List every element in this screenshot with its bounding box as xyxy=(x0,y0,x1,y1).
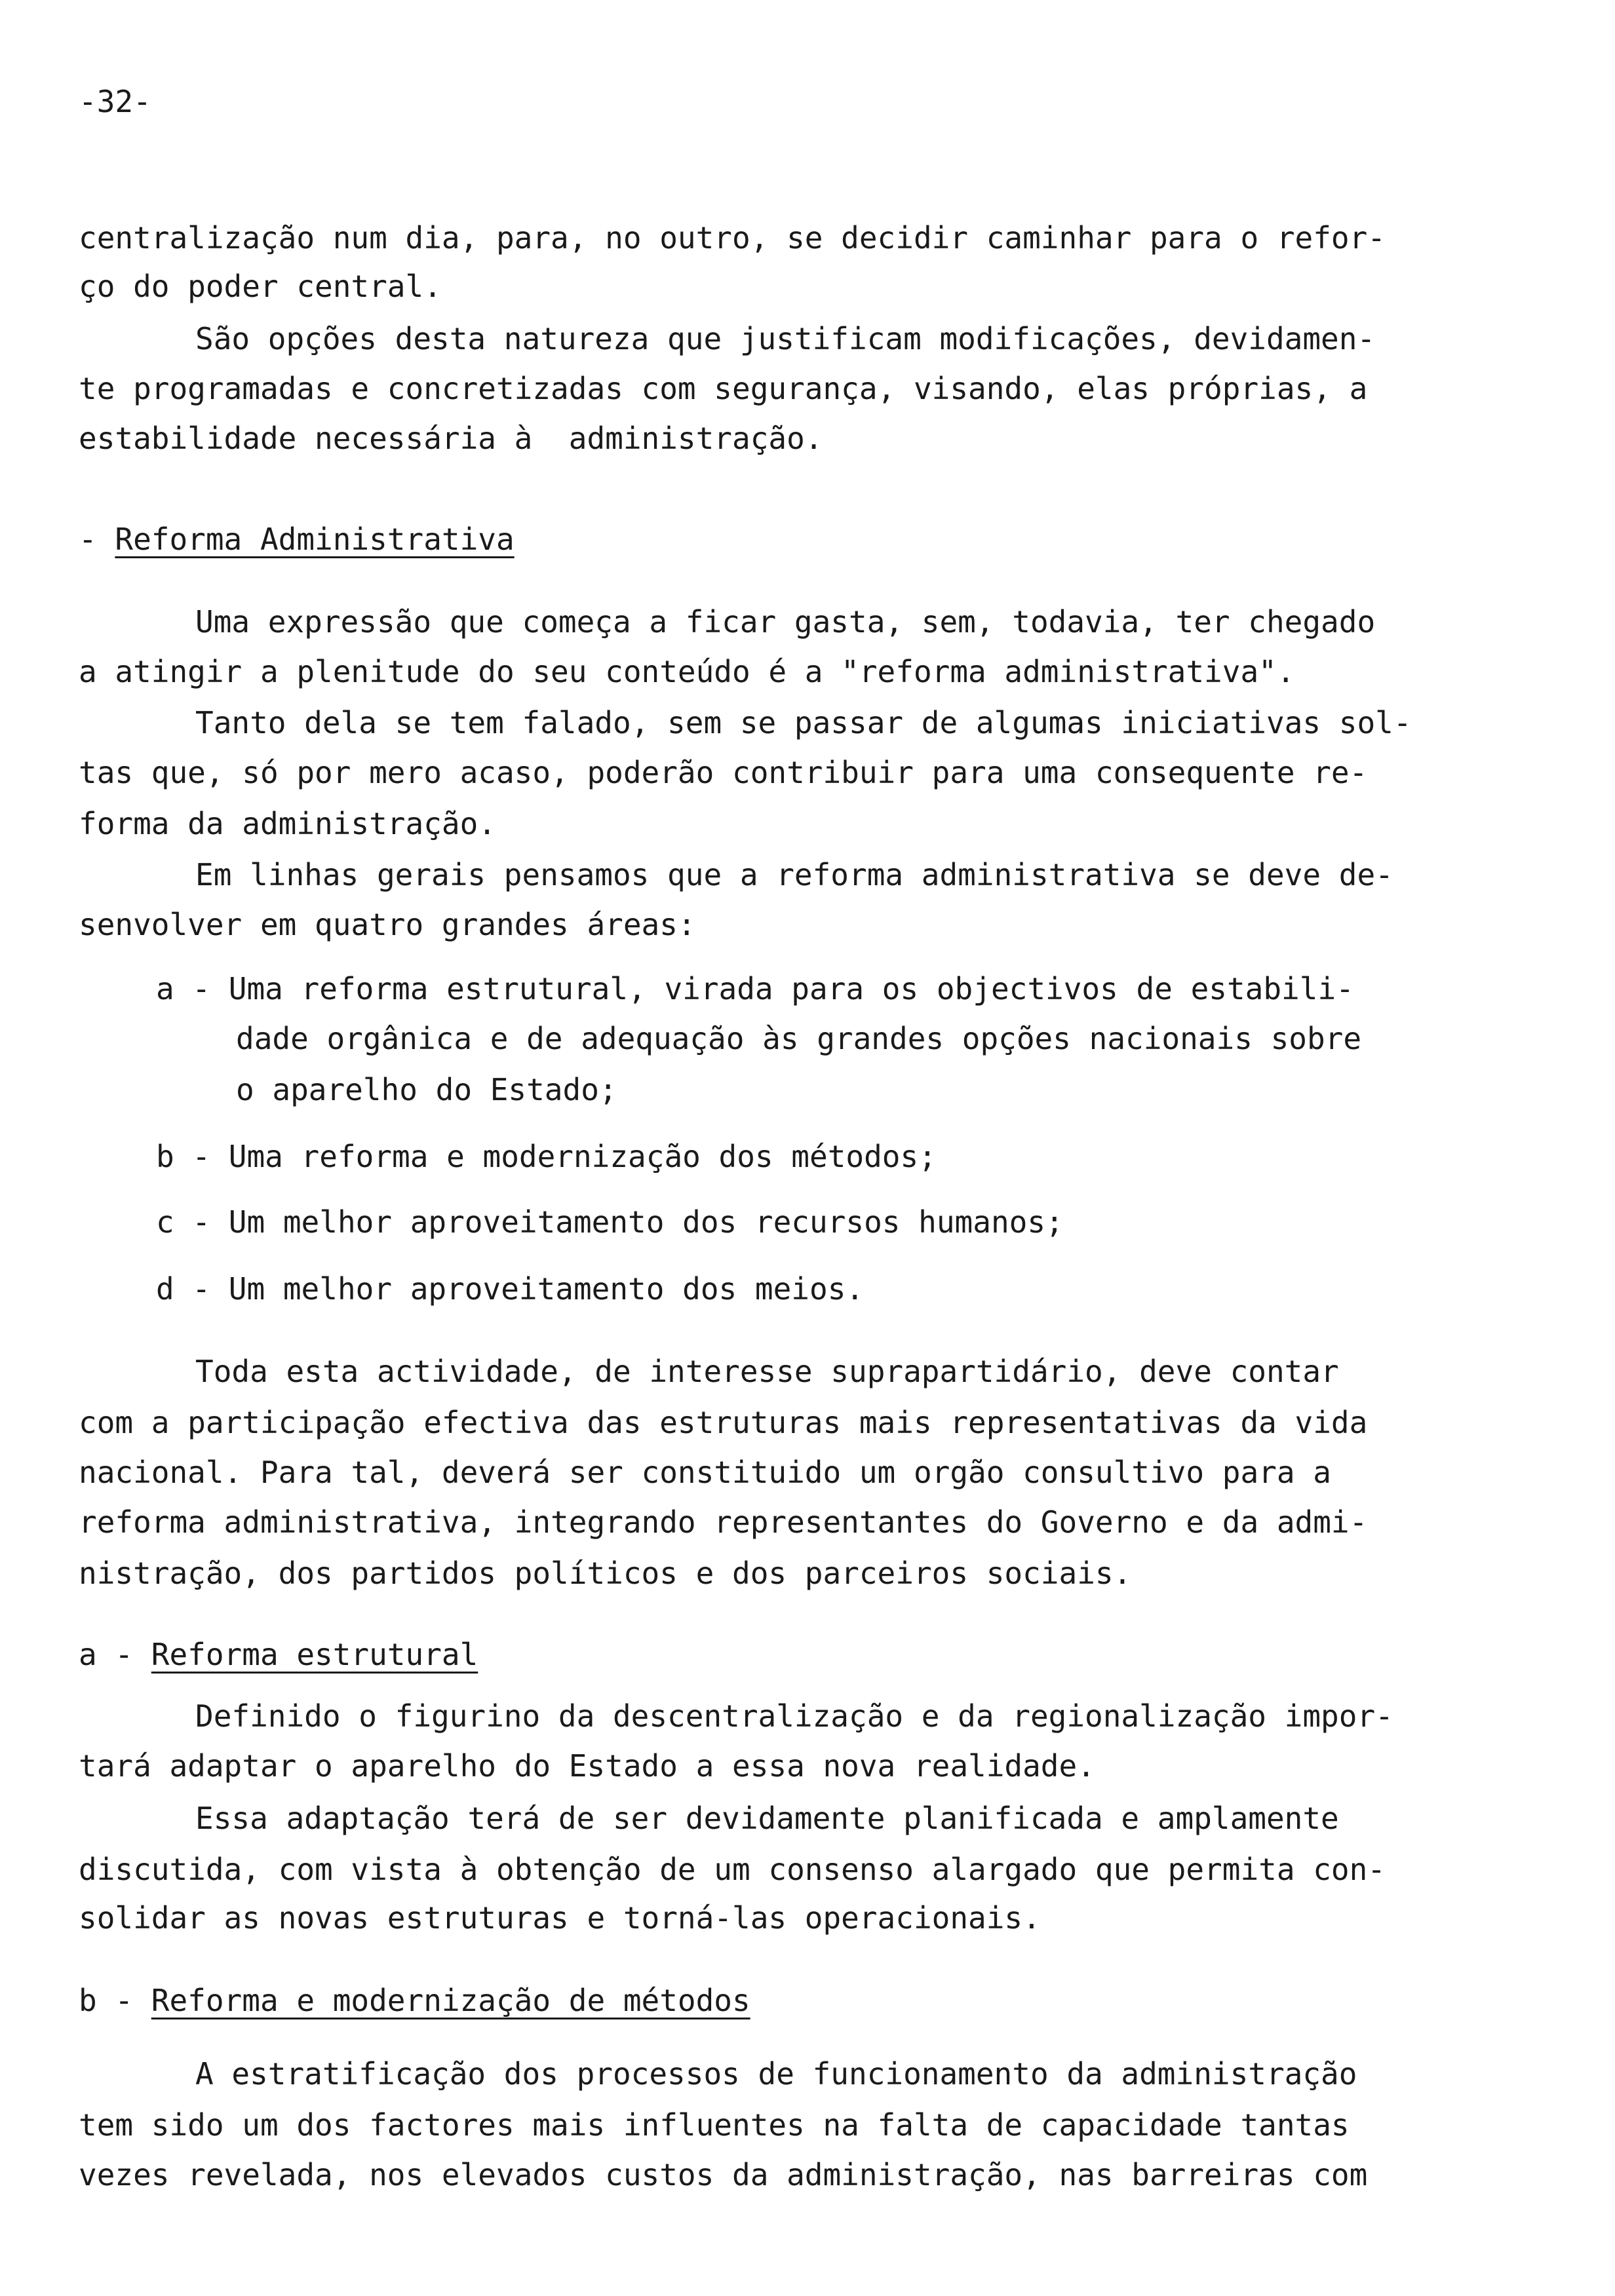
text-line: estabilidade necessária à administração. xyxy=(79,421,823,456)
text-line: Essa adaptação terá de ser devidamente planificada e amplamente xyxy=(195,1801,1339,1836)
text-line: reforma administrativa, integrando representantes do Governo e da admi- xyxy=(79,1504,1368,1540)
text-line: A estratificação dos processos de funcionamento da administração xyxy=(195,2056,1357,2092)
text-line: te programadas e concretizadas com segurança, visando, elas próprias, a xyxy=(79,371,1368,406)
list-item-c: c - Um melhor aproveitamento dos recursos humanos; xyxy=(156,1204,1064,1240)
text-line: Tanto dela se tem falado, sem se passar de algumas iniciativas sol- xyxy=(195,705,1412,740)
heading-prefix: b - xyxy=(79,1983,151,2018)
text-line: vezes revelada, nos elevados custos da administração, nas barreiras com xyxy=(79,2157,1368,2192)
list-item-d: d - Um melhor aproveitamento dos meios. xyxy=(156,1271,865,1307)
section-heading-reforma-administrativa xyxy=(79,522,515,557)
text-line: nistração, dos partidos políticos e dos parceiros sociais. xyxy=(79,1556,1132,1591)
heading-title: Reforma Administrativa xyxy=(115,522,515,557)
text-line: São opções desta natureza que justificam modificações, devidamen- xyxy=(195,321,1376,356)
text-line: senvolver em quatro grandes áreas: xyxy=(79,907,696,942)
text-line: forma da administração. xyxy=(79,806,496,841)
text-line: com a participação efectiva das estruturas mais representativas da vida xyxy=(79,1405,1368,1440)
list-item-b: b - Uma reforma e modernização dos métodos; xyxy=(156,1139,937,1174)
list-item-a-cont: o aparelho do Estado; xyxy=(236,1072,617,1107)
text-line: tas que, só por mero acaso, poderão contribuir para uma consequente re- xyxy=(79,755,1368,790)
page-number: -32- xyxy=(79,84,151,119)
text-line: nacional. Para tal, deverá ser constituido um orgão consultivo para a xyxy=(79,1455,1331,1490)
list-item-a: a - Uma reforma estrutural, virada para os objectivos de estabili- xyxy=(156,971,1354,1006)
text-line: tará adaptar o aparelho do Estado a essa nova realidade. xyxy=(79,1748,1095,1784)
text-line: Em linhas gerais pensamos que a reforma administrativa se deve de- xyxy=(195,857,1393,892)
text-line: discutida, com vista à obtenção de um consenso alargado que permita con- xyxy=(79,1852,1386,1887)
section-heading-reforma-metodos xyxy=(79,1985,750,2016)
heading-dash: - xyxy=(79,522,115,557)
text-line: Definido o figurino da descentralização e da regionalização impor- xyxy=(195,1698,1393,1734)
text-line: centralização num dia, para, no outro, se decidir caminhar para o refor- xyxy=(79,220,1386,256)
heading-title: Reforma e modernização de métodos xyxy=(151,1983,750,2018)
heading-prefix: a - xyxy=(79,1637,151,1672)
list-item-a-cont: dade orgânica e de adequação às grandes opções nacionais sobre xyxy=(236,1021,1362,1056)
section-heading-reforma-estrutural xyxy=(79,1639,478,1670)
text-line: Toda esta actividade, de interesse suprapartidário, deve contar xyxy=(195,1354,1339,1389)
text-line: a atingir a plenitude do seu conteúdo é a "reforma administrativa". xyxy=(79,654,1295,689)
text-line: solidar as novas estruturas e torná-las operacionais. xyxy=(79,1900,1041,1936)
heading-title: Reforma estrutural xyxy=(151,1637,478,1672)
text-line: Uma expressão que começa a ficar gasta, sem, todavia, ter chegado xyxy=(195,604,1376,640)
text-line: ço do poder central. xyxy=(79,269,442,304)
text-line: tem sido um dos factores mais influentes na falta de capacidade tantas xyxy=(79,2107,1350,2143)
